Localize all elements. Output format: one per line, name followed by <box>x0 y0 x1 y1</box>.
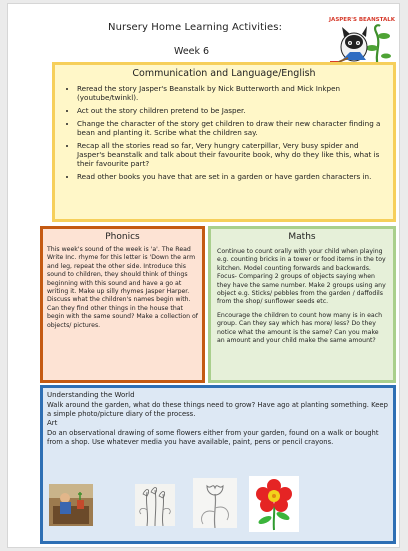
maths-text-1: Continue to count orally with your child when playing e.g. counting bricks in a tower or food items in the toy kitchen. Model counting forwards and backwards. Focus- Comparing 2 groups of objects saying when they have the same number. Make 2 groups using any object e.g. Sticks/ pebbles from the garden / daffodils from the shop/ sunflower seeds etc. <box>217 248 386 306</box>
phonics-text: This week's sound of the week is 'a'. The Read Write Inc. rhyme for this letter is 'Down the arm and leg, repeat the other side. Introduce this sound to children, they should think of things beginning with this sound and have a go at writing it. Make up silly rhymes Jasper Harper. Discuss what the children's names begin with. Can they find other things in the house that begin with the same sound? Make a collection of objects/ pictures. <box>47 246 198 329</box>
art-text: Do an observational drawing of some flowers either from your garden, found on a walk or bought from a shop. Use whatever media you have available, paint, pens or pencil crayons. <box>47 429 379 446</box>
understanding-text: Walk around the garden, what do these things need to grow? Have ago at planting something. Keep a simple photo/picture diary of the process. <box>47 401 388 418</box>
svg-text:JASPER'S BEANSTALK: JASPER'S BEANSTALK <box>329 17 395 23</box>
communication-list <box>55 84 393 181</box>
pencil-flowers-drawing <box>135 484 175 526</box>
list-item: • Read other books you have that are set in a garden or have garden characters in. <box>77 172 387 181</box>
communication-heading: Communication and Language/English <box>132 68 316 79</box>
list-item: • Act out the story children pretend to be Jasper. <box>77 106 387 115</box>
understanding-world-box <box>40 385 396 544</box>
document-page <box>8 4 399 547</box>
child-planting-photo <box>49 484 93 526</box>
page-title: Nursery Home Learning Activities: <box>108 22 283 33</box>
maths-heading: Maths <box>288 232 316 242</box>
phonics-heading: Phonics <box>105 232 140 242</box>
jaspers-beanstalk-logo <box>328 14 396 68</box>
phonics-box <box>40 226 205 383</box>
communication-language-box <box>52 62 396 222</box>
week-label: Week 6 <box>174 46 210 57</box>
tulip-sketch-drawing <box>193 478 237 528</box>
understanding-heading: Understanding the World <box>47 391 135 399</box>
list-item: • Reread the story Jasper's Beanstalk by Nick Butterworth and Mick Inkpen (youtube/twinkl). <box>77 84 387 103</box>
art-heading: Art <box>47 419 58 428</box>
maths-text-2: Encourage the children to count how many is in each group. Can they say which has more/ less? Do they notice what the amount is the same? Can you make an amount and your child make the same amount? <box>217 311 383 345</box>
maths-box <box>208 226 396 383</box>
red-flower-painting <box>249 476 299 532</box>
list-item: • Change the character of the story get children to draw their new character finding a bean and planting it. Scribe what the children say. <box>77 119 387 138</box>
list-item: • Recap all the stories read so far, Very hungry caterpillar, Very busy spider and Jasper's beanstalk and talk about their favourite book, why do they like this, what is their favourite part? <box>77 141 387 169</box>
